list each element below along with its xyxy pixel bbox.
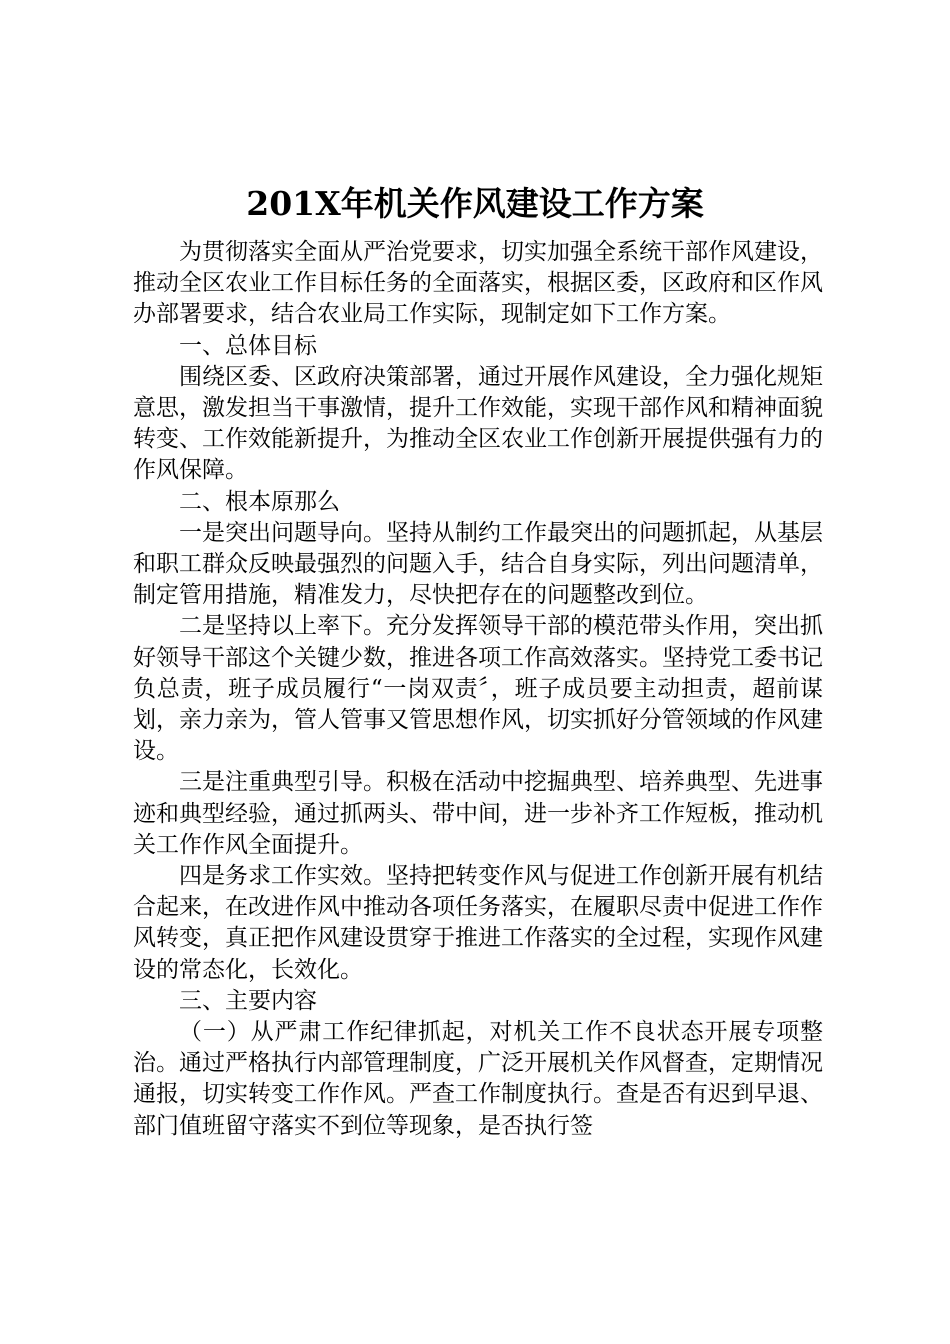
section-heading-overall-goal: 一、总体目标	[179, 332, 317, 359]
paragraph-principle-3: 三是注重典型引导。积极在活动中挖掘典型、培养典型、先进事迹和典型经验，通过抓两头、带中间，进一步补齐工作短板，推动机关工作作风全面提升。	[133, 769, 823, 858]
paragraph-intro: 为贯彻落实全面从严治党要求，切实加强全系统干部作风建设，推动全区农业工作目标任务的全面落实，根据区委，区政府和区作风办部署要求，结合农业局工作实际，现制定如下工作方案。	[133, 239, 823, 328]
paragraph-principle-2: 二是坚持以上率下。充分发挥领导干部的模范带头作用，突出抓好领导干部这个关键少数，推进各项工作高效落实。坚持党工委书记负总责，班子成员履行“一岗双责〞，班子成员要主动担责，超前谋划，亲力亲为，管人管事又管思想作风，切实抓好分管领域的作风建设。	[133, 613, 823, 765]
section-heading-principles: 二、根本原那么	[179, 488, 340, 515]
section-heading-main-content: 三、主要内容	[179, 987, 317, 1014]
paragraph-overall-goal: 围绕区委、区政府决策部署，通过开展作风建设，全力强化规矩意思，激发担当干事激情，提升工作效能，实现干部作风和精神面貌转变、工作效能新提升，为推动全区农业工作创新开展提供强有力的作风保障。	[133, 363, 823, 484]
paragraph-principle-1: 一是突出问题导向。坚持从制约工作最突出的问题抓起，从基层和职工群众反映最强烈的问题入手，结合自身实际，列出问题清单，制定管用措施，精准发力，尽快把存在的问题整改到位。	[133, 519, 823, 609]
paragraph-principle-4: 四是务求工作实效。坚持把转变作风与促进工作创新开展有机结合起来，在改进作风中推动各项任务落实，在履职尽责中促进工作作风转变，真正把作风建设贯穿于推进工作落实的全过程，实现作风建设的常态化，长效化。	[133, 863, 823, 983]
paragraph-content-1: （一）从严肃工作纪律抓起，对机关工作不良状态开展专项整治。通过严格执行内部管理制度，广泛开展机关作风督查，定期情况通报，切实转变工作作风。严查工作制度执行。查是否有迟到早退、部门值班留守落实不到位等现象，是否执行签	[133, 1019, 823, 1139]
document-body	[133, 237, 823, 1142]
document-title: 201X年机关作风建设工作方案	[246, 184, 704, 223]
